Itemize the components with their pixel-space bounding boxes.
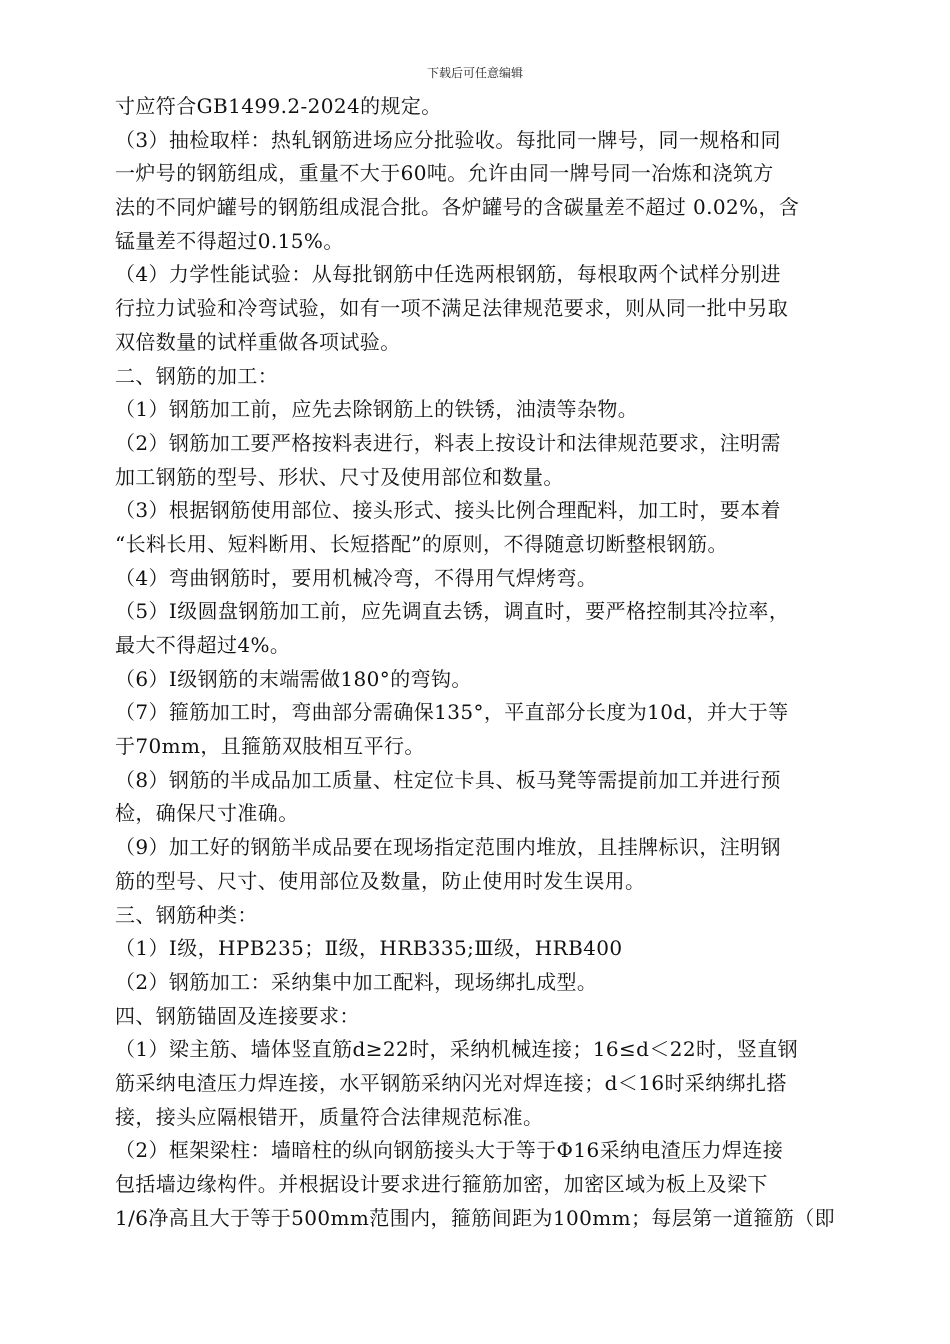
- text-line: 包括墙边缘构件。并根据设计要求进行箍筋加密，加密区域为板上及梁下: [115, 1172, 768, 1196]
- section-heading: 四、钢筋锚固及连接要求：: [115, 1003, 360, 1028]
- text-line: 锰量差不得超过0.15%。: [115, 228, 344, 253]
- text-line: 一炉号的钢筋组成，重量不大于60吨。允许由同一牌号同一冶炼和浇筑方: [115, 161, 774, 186]
- section-heading: 三、钢筋种类：: [115, 902, 258, 927]
- text-line: “长料长用、短料断用、长短搭配”的原则，不得随意切断整根钢筋。: [115, 531, 728, 556]
- text-line: （8）钢筋的半成品加工质量、柱定位卡具、板马凳等需提前加工并进行预: [115, 767, 781, 792]
- text-line: 寸应符合GB1499.2-2024的规定。: [115, 94, 442, 118]
- text-line: （3）根据钢筋使用部位、接头形式、接头比例合理配料，加工时，要本着: [115, 498, 781, 523]
- text-line: 最大不得超过4%。: [115, 633, 291, 657]
- text-line: （1）Ⅰ级，HPB235；Ⅱ级，HRB335;Ⅲ级，HRB400: [115, 936, 623, 961]
- page-header: 下载后可任意编辑: [426, 66, 523, 80]
- text-line: （4）力学性能试验：从每批钢筋中任选两根钢筋，每根取两个试样分别进: [115, 262, 781, 287]
- text-line: （2）框架梁柱：墙暗柱的纵向钢筋接头大于等于Φ16采纳电渣压力焊连接: [115, 1138, 784, 1163]
- text-line: 于70mm，且箍筋双肢相互平行。: [115, 734, 425, 759]
- section-heading: 二、钢筋的加工：: [115, 363, 279, 388]
- text-line: 检，确保尺寸准确。: [115, 801, 299, 826]
- text-line: 筋采纳电渣压力焊连接，水平钢筋采纳闪光对焊连接；d＜16时采纳绑扎搭: [115, 1070, 787, 1095]
- document-body: [115, 90, 860, 1235]
- text-line: （4）弯曲钢筋时，要用机械冷弯，不得用气焊烤弯。: [115, 565, 598, 590]
- text-line: 法的不同炉罐号的钢筋组成混合批。各炉罐号的含碳量差不超过 0.02%，含: [115, 195, 800, 220]
- text-line: （3）抽检取样：热轧钢筋进场应分批验收。每批同一牌号，同一规格和同: [115, 127, 781, 152]
- text-line: （1）梁主筋、墙体竖直筋d≥22时，采纳机械连接；16≤d＜22时，竖直钢: [115, 1037, 798, 1062]
- text-line: 1/6净高且大于等于500mm范围内，箍筋间距为100mm；每层第一道箍筋（即: [115, 1205, 835, 1230]
- text-line: 双倍数量的试样重做各项试验。: [115, 329, 401, 354]
- text-line: （9）加工好的钢筋半成品要在现场指定范围内堆放，且挂牌标识，注明钢: [115, 835, 781, 860]
- text-line: 筋的型号、尺寸、使用部位及数量，防止使用时发生误用。: [115, 868, 646, 893]
- text-line: （7）箍筋加工时，弯曲部分需确保135°，平直部分长度为10d，并大于等: [115, 700, 789, 725]
- text-line: （6）Ⅰ级钢筋的末端需做180°的弯钩。: [115, 666, 472, 691]
- text-line: （2）钢筋加工：采纳集中加工配料，现场绑扎成型。: [115, 969, 598, 994]
- text-line: （1）钢筋加工前，应先去除钢筋上的铁锈，油渍等杂物。: [115, 397, 639, 422]
- text-line: （2）钢筋加工要严格按料表进行，料表上按设计和法律规范要求，注明需: [115, 430, 781, 455]
- text-line: 接，接头应隔根错开，质量符合法律规范标准。: [115, 1104, 544, 1129]
- text-line: 加工钢筋的型号、形状、尺寸及使用部位和数量。: [115, 464, 564, 489]
- text-line: （5）Ⅰ级圆盘钢筋加工前，应先调直去锈，调直时，要严格控制其冷拉率，: [115, 599, 790, 624]
- text-line: 行拉力试验和冷弯试验，如有一项不满足法律规范要求，则从同一批中另取: [115, 296, 789, 321]
